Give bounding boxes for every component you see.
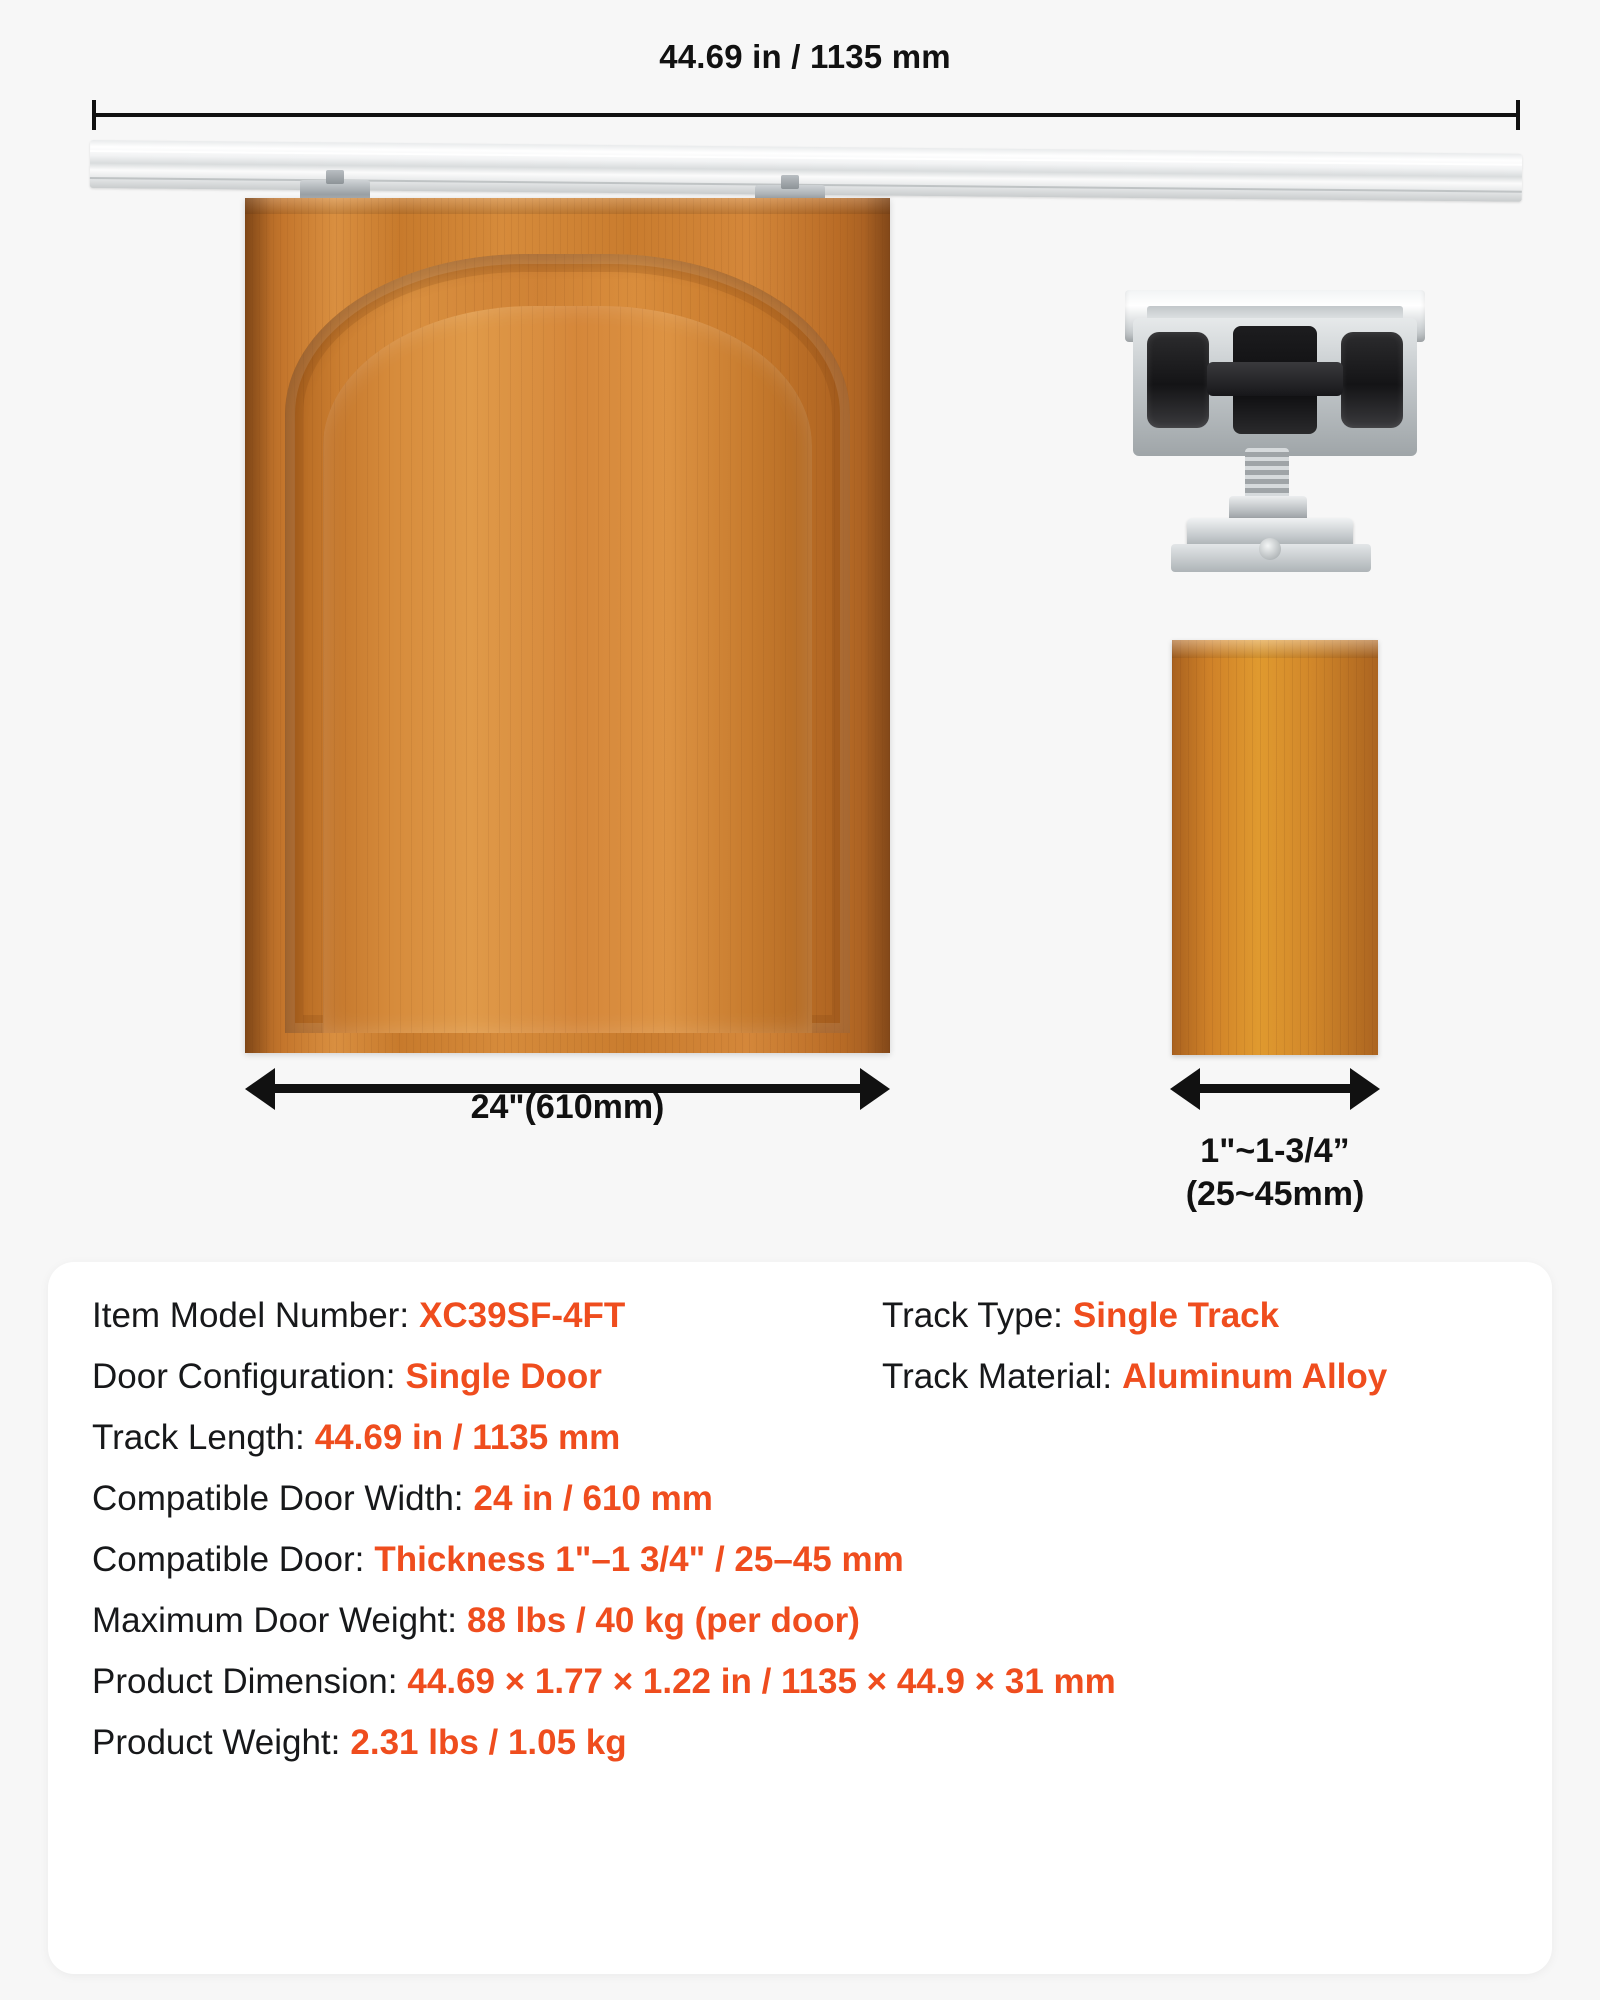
spec-item-compatible-door-thickness: [92, 1542, 1508, 1577]
spec-value: 88 lbs / 40 kg (per door): [467, 1601, 860, 1640]
spec-row-pair-2: [92, 1359, 1508, 1394]
spec-item-door-configuration: [92, 1359, 882, 1394]
spec-label: Door Configuration:: [92, 1357, 396, 1396]
spec-value: 24 in / 610 mm: [473, 1479, 713, 1518]
spec-label: Track Material:: [882, 1357, 1113, 1396]
spec-label: Item Model Number:: [92, 1296, 410, 1335]
spec-value: 44.69 in / 1135 mm: [314, 1418, 621, 1457]
track-length-dimension-label: 44.69 in / 1135 mm: [659, 38, 951, 75]
spec-value: Aluminum Alloy: [1122, 1357, 1388, 1396]
door-edge-cross-section: [1172, 640, 1378, 1055]
spec-item-product-weight: [92, 1725, 1508, 1760]
spec-item-track-material: [882, 1359, 1502, 1394]
roller-hanger-assembly: [1125, 290, 1425, 660]
spec-label: Maximum Door Weight:: [92, 1601, 458, 1640]
door-thickness-dimension-label-inches: 1"~1-3/4”: [1200, 1132, 1350, 1170]
spec-item-product-dimension: [92, 1664, 1508, 1699]
roller-housing: [1133, 318, 1417, 456]
door-thickness-dimension-label-mm: (25~45mm): [1185, 1174, 1365, 1213]
spec-value: 44.69 × 1.77 × 1.22 in / 1135 × 44.9 × 31 mm: [407, 1662, 1116, 1701]
specification-card: [48, 1262, 1552, 1974]
spec-label: Compatible Door:: [92, 1540, 365, 1579]
spec-label: Track Type:: [882, 1296, 1063, 1335]
door-right-shading: [864, 198, 890, 1053]
spec-value: Thickness 1"–1 3/4" / 25–45 mm: [374, 1540, 904, 1579]
track-length-dimension-end-right: [1516, 100, 1520, 130]
roller-wheel-left: [1147, 332, 1209, 428]
thickness-arrow-line: [1196, 1084, 1354, 1093]
spec-label: Product Weight:: [92, 1723, 341, 1762]
track-length-dimension-end-left: [92, 100, 96, 130]
spec-item-compatible-door-width: [92, 1481, 1508, 1516]
spec-label: Product Dimension:: [92, 1662, 398, 1701]
door-left-shading: [245, 198, 271, 1053]
door-edge-top-face: [1172, 640, 1378, 658]
door-arched-panel-outer: [285, 254, 850, 1033]
wooden-door-panel: [245, 198, 890, 1053]
spec-label: Compatible Door Width:: [92, 1479, 464, 1518]
door-top-edge: [245, 198, 890, 214]
door-width-dimension-label: 24"(610mm): [470, 1088, 665, 1126]
spec-value: Single Track: [1072, 1296, 1280, 1335]
spec-item-maximum-door-weight: [92, 1603, 1508, 1638]
spec-row-pair-1: [92, 1298, 1508, 1333]
roller-axle-block: [1233, 326, 1317, 434]
door-arched-panel-inner: [323, 306, 812, 1033]
door-thickness-dimension-label: [1080, 1130, 1470, 1215]
spec-label: Track Length:: [92, 1418, 305, 1457]
spec-value: XC39SF-4FT: [419, 1296, 626, 1335]
spec-value: Single Door: [405, 1357, 602, 1396]
roller-wheel-right: [1341, 332, 1403, 428]
spec-item-track-type: [882, 1298, 1502, 1333]
thickness-arrow-head-right-icon: [1350, 1068, 1380, 1110]
roller-screw-head: [1259, 538, 1281, 560]
door-thickness-dimension-arrow: [1170, 1068, 1380, 1108]
spec-item-track-length: [92, 1420, 1508, 1455]
track-length-dimension-line: [92, 113, 1520, 117]
spec-value: 2.31 lbs / 1.05 kg: [350, 1723, 627, 1762]
spec-item-model-number: [92, 1298, 882, 1333]
